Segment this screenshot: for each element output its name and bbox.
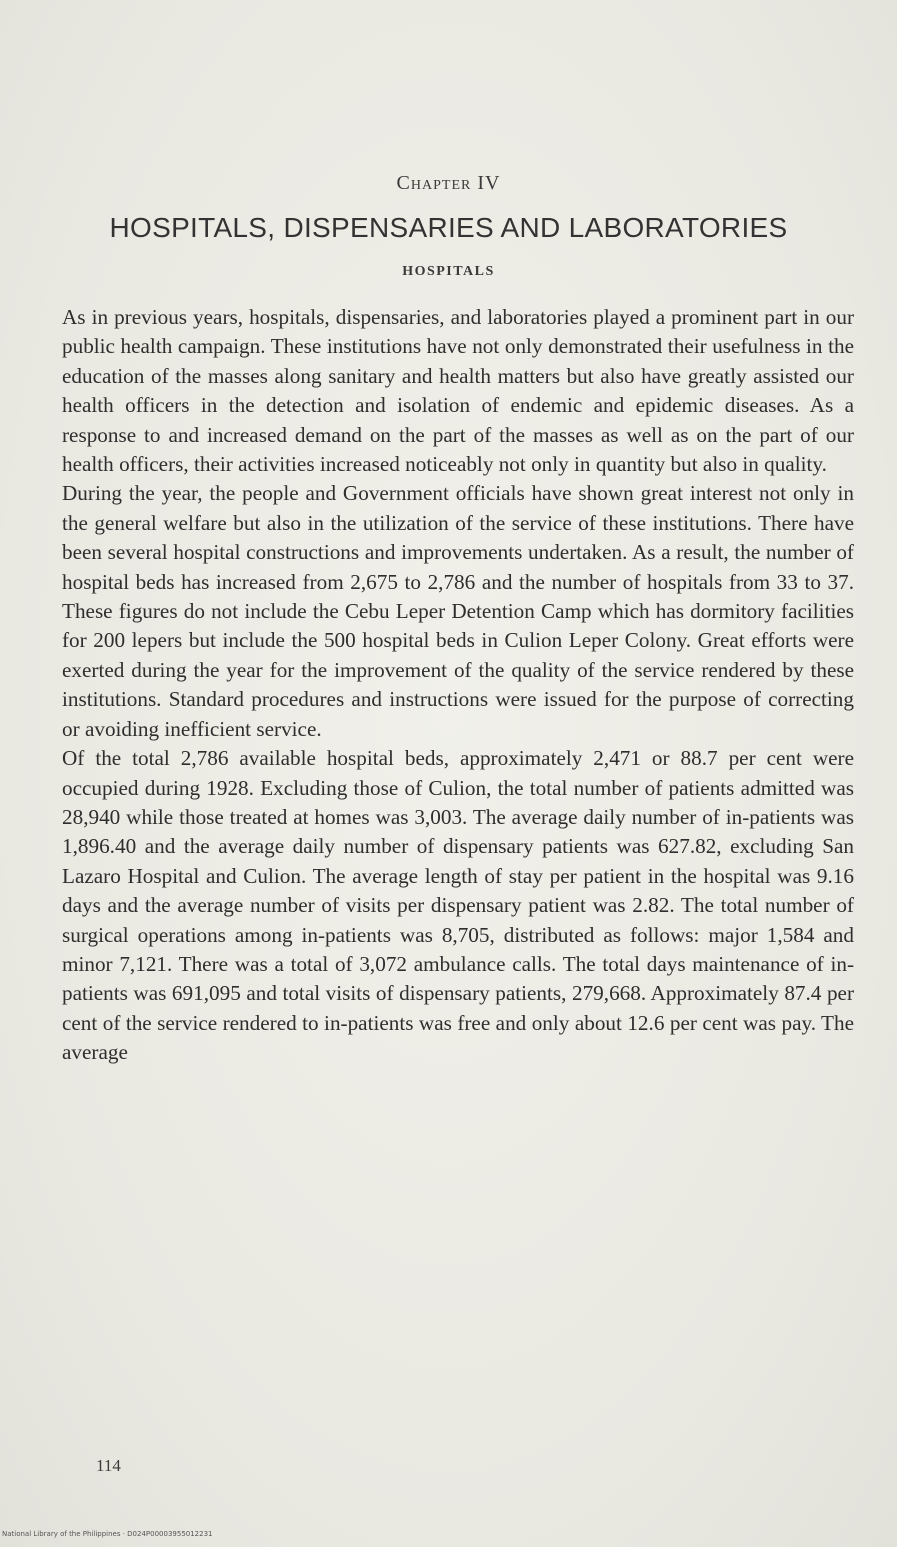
paragraph-2: During the year, the people and Government officials have shown great interest not only in the general welfare but also in the utilization of the service of these institutions. There have been several hospital constructions and improvements undertaken. As a result, the number of hospital beds has increased from 2,675 to 2,786 and the number of hospitals from 33 to 37. These figures do not include the Cebu Leper Detention Camp which has dormitory facilities for 200 lepers but include the 500 hospital beds in Culion Leper Colony. Great efforts were exerted during the year for the improvement of the quality of the service rendered by these institutions. Standard procedures and instructions were issued for the purpose of correcting or avoiding inefficient service. [62,481,854,741]
section-title: HOSPITALS [402,264,495,279]
paragraph-1: As in previous years, hospitals, dispensaries, and laboratories played a prominent part in our public health campaign. These institutions have not only demonstrated their usefulness in the education of the masses along sanitary and health matters but also have greatly assisted our health officers in the detection and isolation of endemic and epidemic diseases. As a response to and increased demand on the part of the masses as well as on the part of our health officers, their activities increased noticeably not only in quantity but also in quality. [62,305,854,477]
page-number: 114 [96,1456,121,1475]
body-text [62,303,854,1068]
paragraph-3: Of the total 2,786 available hospital beds, approximately 2,471 or 88.7 per cent were occupied during 1928. Excluding those of Culion, the total number of patients admitted was 28,940 while those treated at homes was 3,003. The average daily number of in-patients was 1,896.40 and the average daily number of dispensary patients was 627.82, excluding San Lazaro Hospital and Culion. The average length of stay per patient in the hospital was 9.16 days and the average number of visits per dispensary patient was 2.82. The total number of surgical operations among in-patients was 8,705, distributed as follows: major 1,584 and minor 7,121. There was a total of 3,072 ambulance calls. The total days maintenance of in-patients was 691,095 and total visits of dispensary patients, 279,668. Approximately 87.4 per cent of the service rendered to in-patients was free and only about 12.6 per cent was pay. The average [62,746,854,1065]
footer-credit: National Library of the Philippines · D024P00003955012231 [2,1530,213,1538]
chapter-title: HOSPITALS, DISPENSARIES AND LABORATORIES [109,212,788,243]
chapter-label: Chapter IV [396,172,501,194]
